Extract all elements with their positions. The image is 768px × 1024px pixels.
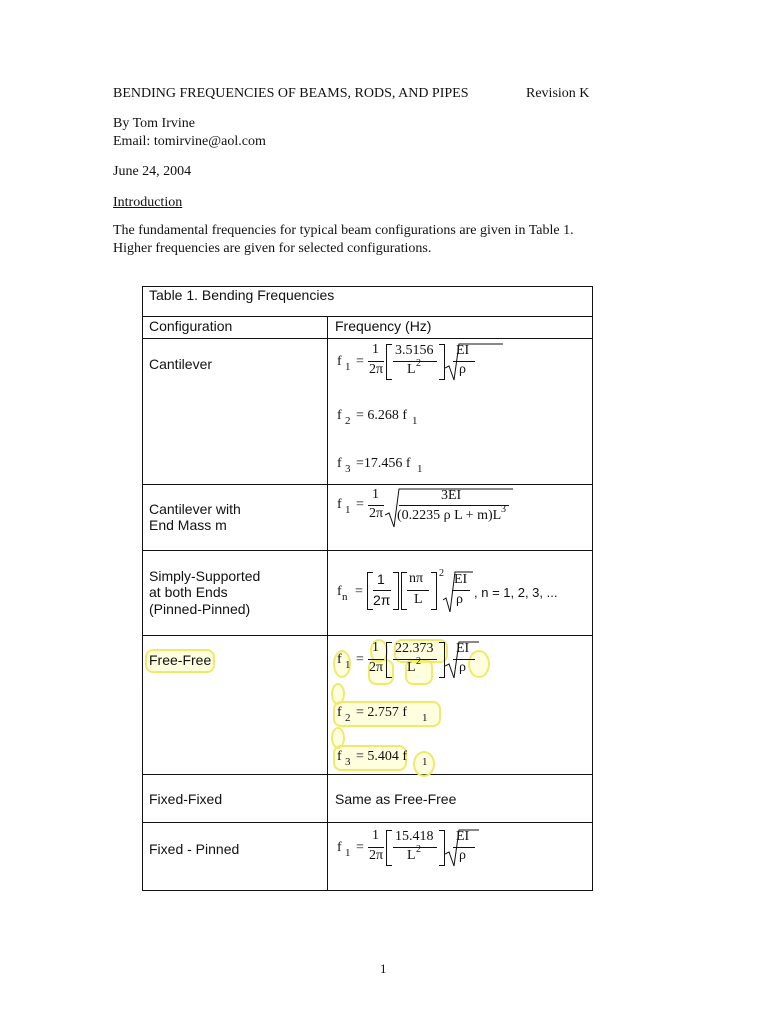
page-number: 1 [380, 961, 387, 976]
email: Email: tomirvine@aol.com [113, 134, 266, 149]
column-header-frequency: Frequency (Hz) [335, 318, 432, 334]
config-free-free: Free-Free [149, 652, 212, 668]
sqrt-icon [445, 342, 505, 382]
date: June 24, 2004 [113, 164, 192, 179]
formula-fixed-fixed-same: Same as Free-Free [335, 791, 457, 807]
intro-paragraph-line1: The fundamental frequencies for typical beam configurations are given in Table 1. [113, 223, 574, 238]
config-cantilever-mass-line1: Cantilever with [149, 501, 241, 517]
config-cantilever-mass-line2: End Mass m [149, 517, 227, 533]
table-caption: Table 1. Bending Frequencies [149, 287, 335, 303]
config-fixed-fixed: Fixed-Fixed [149, 791, 223, 807]
author: By Tom Irvine [113, 116, 195, 131]
revision-label: Revision K [526, 86, 590, 101]
config-simply-supported-line2: at both Ends [149, 584, 228, 600]
config-fixed-pinned: Fixed - Pinned [149, 841, 240, 857]
config-cantilever: Cantilever [149, 356, 213, 372]
column-header-configuration: Configuration [149, 318, 233, 334]
intro-paragraph-line2: Higher frequencies are given for selected configurations. [113, 241, 432, 256]
config-simply-supported-line3: (Pinned-Pinned) [149, 601, 251, 617]
document-title: BENDING FREQUENCIES OF BEAMS, RODS, AND PIPES [113, 86, 469, 101]
config-simply-supported-line1: Simply-Supported [149, 568, 261, 584]
section-heading-introduction: Introduction [113, 195, 183, 210]
